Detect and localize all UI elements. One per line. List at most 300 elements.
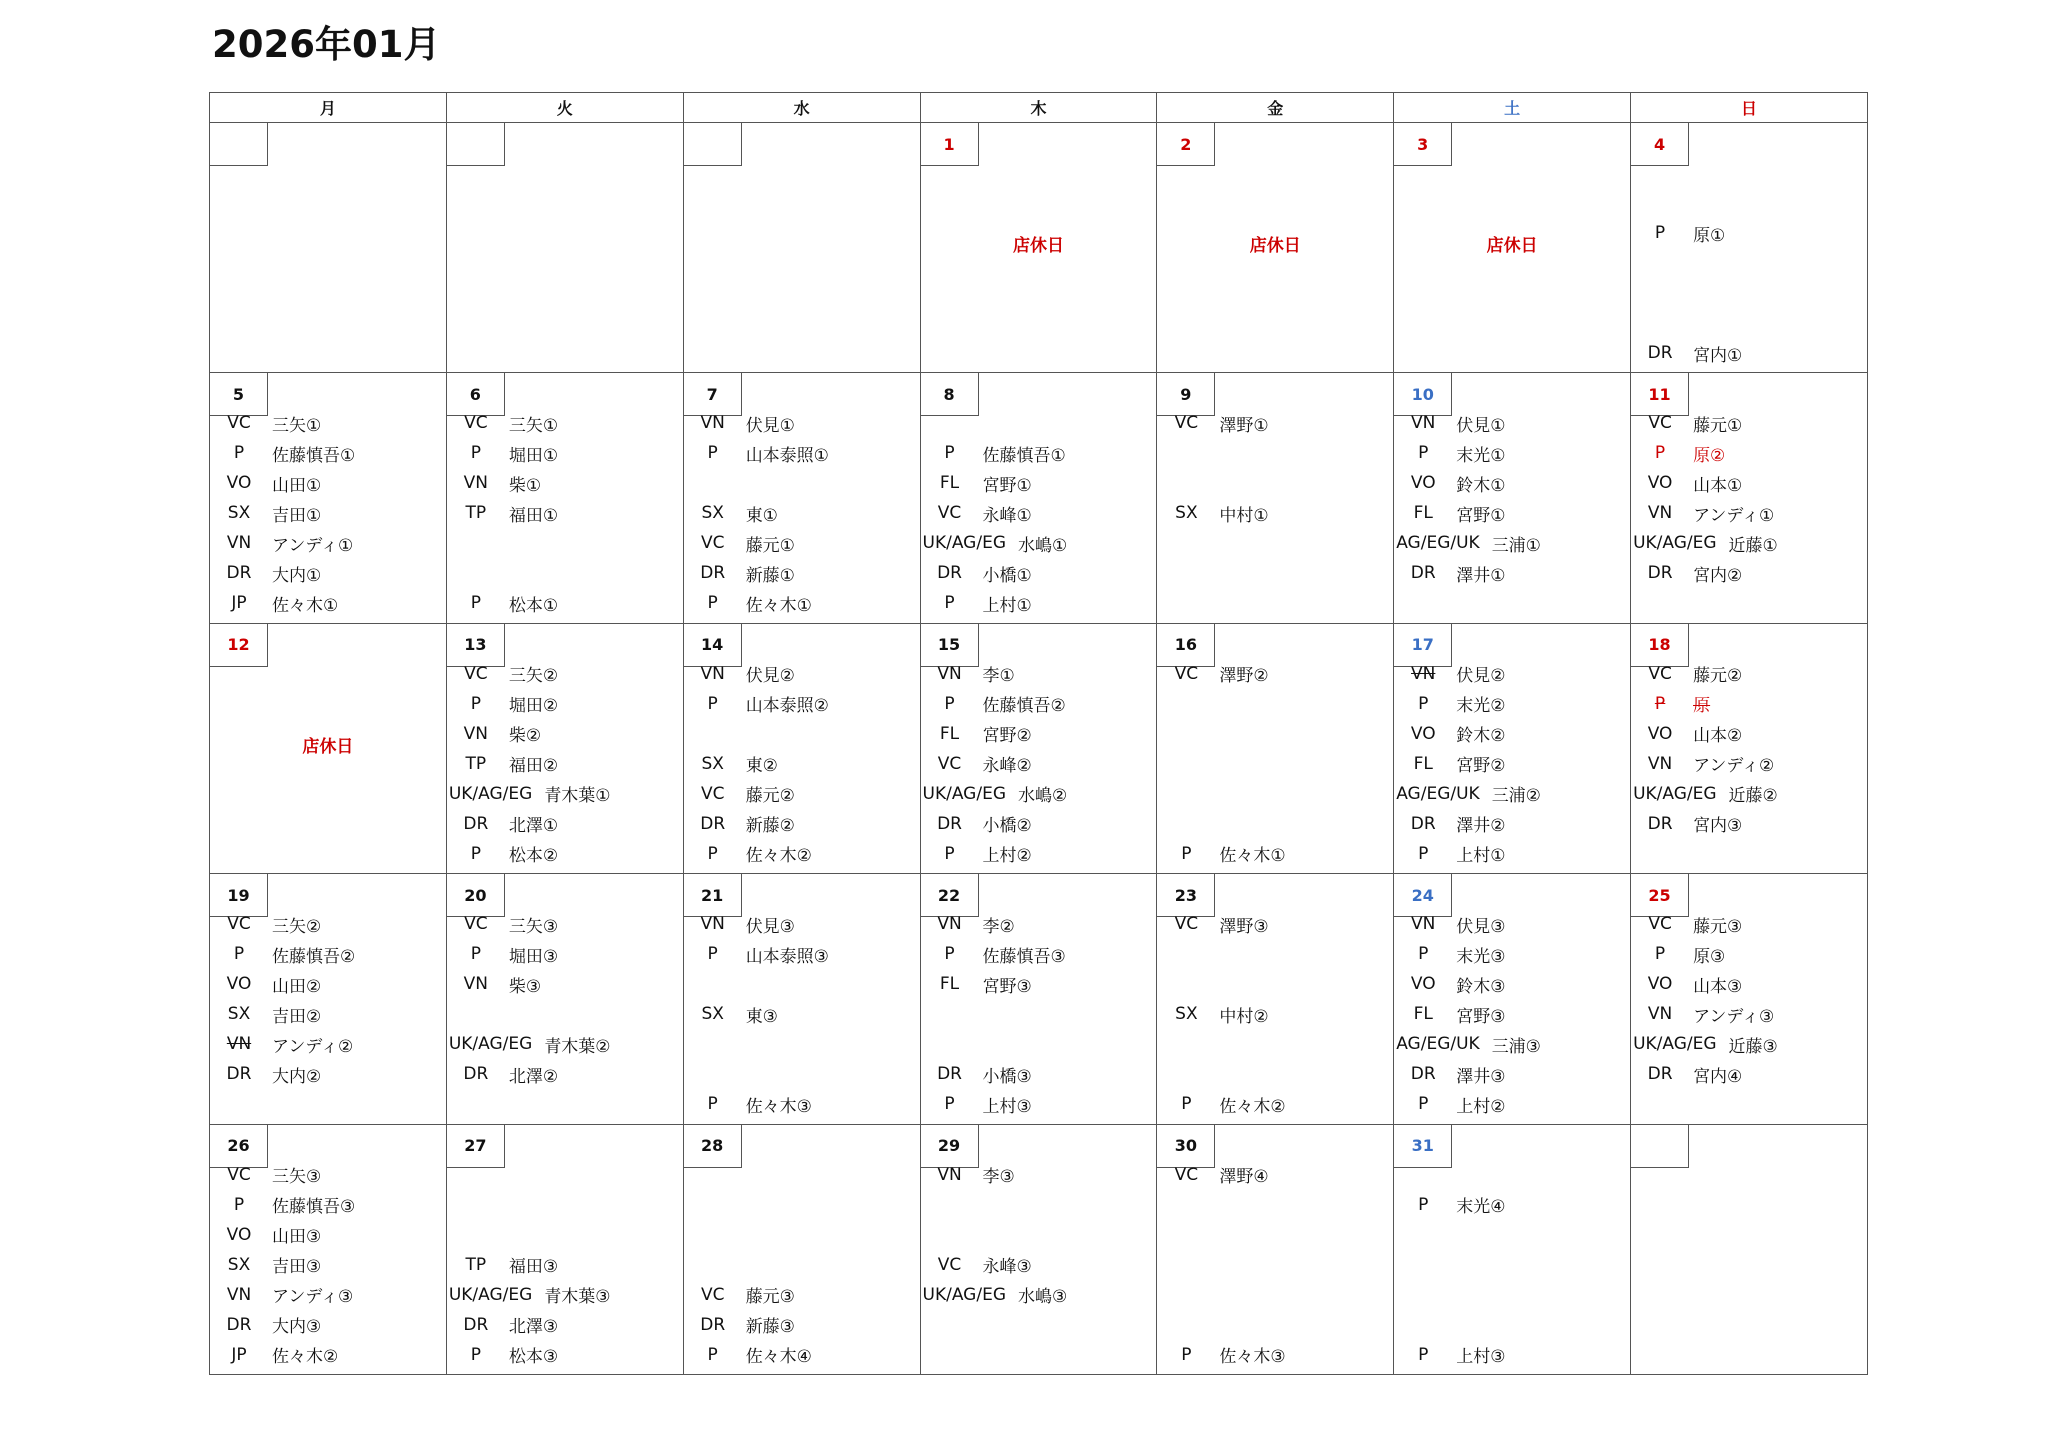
lesson-entry[interactable] — [1631, 810, 1867, 838]
teacher-name: 東② — [745, 756, 778, 777]
day-cell[interactable] — [1157, 874, 1394, 1124]
instrument-code: UK/AG/EG — [922, 1284, 1006, 1305]
instrument-code: VC — [1648, 413, 1672, 434]
lesson-entry[interactable] — [684, 559, 920, 587]
day-cell[interactable] — [446, 874, 683, 1124]
lesson-entry[interactable] — [447, 589, 683, 617]
teacher-name: 宮内③ — [1693, 816, 1743, 837]
lesson-entry[interactable] — [1631, 940, 1867, 968]
lesson-entry[interactable] — [210, 1311, 446, 1339]
lesson-entry[interactable] — [921, 750, 1157, 778]
weekday-header: 金 — [1157, 93, 1394, 123]
teacher-name: 吉田② — [272, 1006, 322, 1027]
teacher-name: 永峰③ — [982, 1257, 1032, 1278]
teacher-name: 小橋② — [982, 816, 1032, 837]
lesson-entry[interactable] — [447, 1060, 683, 1088]
instrument-code: VC — [464, 413, 488, 434]
instrument-code: SX — [1175, 503, 1198, 524]
lesson-entry[interactable] — [1394, 750, 1630, 778]
teacher-name: 佐藤慎吾③ — [982, 946, 1066, 967]
day-number: 1 — [921, 123, 979, 166]
weekday-header: 火 — [446, 93, 683, 123]
day-cell[interactable] — [683, 373, 920, 623]
lesson-entry[interactable] — [1631, 529, 1867, 557]
instrument-code: DR — [226, 563, 252, 584]
week-row — [210, 1124, 1868, 1374]
lesson-entry[interactable] — [1394, 469, 1630, 497]
instrument-code: P — [707, 944, 718, 965]
day-cell[interactable] — [683, 623, 920, 873]
instrument-code: VC — [700, 783, 725, 804]
instrument-code: SX — [227, 503, 251, 524]
closed-day-label: 店休日 — [302, 736, 354, 757]
lesson-entry[interactable] — [921, 840, 1157, 868]
instrument-code: P — [470, 1344, 481, 1365]
instrument-code: VO — [226, 1224, 252, 1245]
lesson-entry[interactable] — [921, 720, 1157, 748]
instrument-code: P — [1654, 223, 1666, 243]
teacher-name: 上村③ — [1456, 1347, 1506, 1368]
day-number: 5 — [210, 373, 268, 416]
day-cell[interactable] — [1157, 373, 1394, 623]
day-cell[interactable] — [920, 623, 1157, 873]
lesson-entry[interactable] — [921, 780, 1157, 808]
lesson-entry[interactable] — [921, 690, 1157, 718]
lesson-entry[interactable] — [1157, 1341, 1393, 1369]
lesson-entry[interactable] — [210, 409, 446, 437]
lesson-entry[interactable] — [684, 1341, 920, 1369]
lesson-entry[interactable] — [921, 499, 1157, 527]
instrument-code: P — [1418, 944, 1429, 965]
day-number: 15 — [921, 624, 979, 667]
instrument-code: DR — [1410, 563, 1436, 584]
lesson-entry[interactable] — [1157, 1000, 1393, 1028]
lesson-entry[interactable] — [921, 469, 1157, 497]
day-cell[interactable] — [1631, 623, 1868, 873]
instrument-code: DR — [1647, 563, 1673, 584]
day-number: 28 — [684, 1125, 742, 1168]
lesson-entry[interactable] — [684, 780, 920, 808]
instrument-code: P — [707, 1094, 718, 1115]
week-row — [210, 874, 1868, 1124]
lesson-entry[interactable] — [210, 439, 446, 467]
closed-day-label: 店休日 — [1249, 236, 1301, 256]
day-number: 14 — [684, 624, 742, 667]
lesson-entry[interactable] — [447, 780, 683, 808]
teacher-name: 鈴木① — [1456, 475, 1506, 496]
lesson-entry[interactable] — [210, 1060, 446, 1088]
lesson-entry[interactable] — [921, 910, 1157, 938]
instrument-code: VN — [937, 1164, 962, 1185]
teacher-name: 伏見② — [745, 666, 795, 687]
instrument-code: VN — [463, 974, 489, 995]
day-cell[interactable] — [446, 373, 683, 623]
lesson-entry[interactable] — [1157, 1161, 1393, 1189]
lesson-entry[interactable] — [1157, 840, 1393, 868]
instrument-code: DR — [1647, 343, 1673, 363]
lesson-entry[interactable] — [684, 1281, 920, 1309]
teacher-name: 大内① — [272, 565, 322, 586]
lesson-entry[interactable] — [921, 660, 1157, 688]
lesson-entry[interactable] — [1394, 1090, 1630, 1118]
day-cell[interactable] — [683, 874, 920, 1124]
weekday-header: 月 — [210, 93, 447, 123]
lesson-entry[interactable] — [1394, 810, 1630, 838]
lesson-entry[interactable] — [210, 1221, 446, 1249]
instrument-code: VC — [227, 914, 251, 935]
lesson-entry[interactable] — [1631, 750, 1867, 778]
lesson-entry[interactable] — [447, 499, 683, 527]
instrument-code: VO — [226, 473, 252, 494]
teacher-name: 伏見① — [1456, 415, 1506, 436]
lesson-entry[interactable] — [210, 469, 446, 497]
lesson-entry[interactable] — [921, 1281, 1157, 1309]
lesson-entry[interactable] — [1631, 660, 1867, 688]
instrument-code: P — [707, 593, 718, 614]
day-cell[interactable] — [1157, 123, 1394, 373]
lesson-entry[interactable] — [1631, 1000, 1867, 1028]
lesson-entry[interactable] — [1631, 780, 1867, 808]
lesson-entry[interactable] — [447, 1341, 683, 1369]
lesson-entry[interactable] — [447, 439, 683, 467]
lesson-entry[interactable] — [210, 589, 446, 617]
lesson-entry[interactable] — [1394, 1000, 1630, 1028]
day-number: 26 — [210, 1125, 268, 1168]
lesson-entry[interactable] — [447, 469, 683, 497]
lesson-entry[interactable] — [1631, 219, 1867, 247]
lesson-entry[interactable] — [921, 1161, 1157, 1189]
teacher-name: 松本① — [508, 595, 559, 616]
day-cell[interactable] — [210, 623, 447, 873]
lesson-entry[interactable] — [447, 1281, 683, 1309]
lesson-entry[interactable] — [1631, 690, 1867, 718]
lesson-entry[interactable] — [921, 1090, 1157, 1118]
instrument-code: P — [470, 843, 481, 864]
day-number: 10 — [1394, 373, 1452, 416]
lesson-entry[interactable] — [1157, 660, 1393, 688]
teacher-name: 佐々木③ — [745, 1096, 812, 1117]
teacher-name: 三矢① — [508, 415, 559, 436]
lesson-entry[interactable] — [684, 940, 920, 968]
day-number: 7 — [684, 373, 742, 416]
lesson-entry[interactable] — [684, 660, 920, 688]
teacher-name: 佐藤慎吾② — [982, 696, 1066, 717]
lesson-entry[interactable] — [1394, 690, 1630, 718]
lesson-entry[interactable] — [447, 750, 683, 778]
lesson-entry[interactable] — [447, 970, 683, 998]
teacher-name: 宮内② — [1693, 565, 1743, 586]
teacher-name: 山田③ — [272, 1227, 322, 1248]
lesson-entry[interactable] — [1394, 660, 1630, 688]
lesson-entry[interactable] — [1631, 720, 1867, 748]
lesson-entry[interactable] — [1631, 1060, 1867, 1088]
lesson-entry[interactable] — [1157, 1090, 1393, 1118]
lesson-entry[interactable] — [210, 1191, 446, 1219]
day-cell[interactable] — [1631, 123, 1868, 373]
instrument-code: UK/AG/EG — [448, 1284, 533, 1305]
lesson-entry[interactable] — [447, 720, 683, 748]
instrument-code: VN — [226, 1284, 252, 1305]
teacher-name: アンディ② — [1693, 756, 1775, 777]
lesson-entry[interactable] — [447, 840, 683, 868]
lesson-entry[interactable] — [210, 910, 446, 938]
instrument-code: VC — [1648, 663, 1672, 684]
lesson-entry[interactable] — [1631, 469, 1867, 497]
lesson-entry[interactable] — [1631, 970, 1867, 998]
instrument-code: AG/EG/UK — [1396, 1034, 1480, 1055]
day-cell[interactable] — [446, 1124, 683, 1374]
lesson-entry[interactable] — [1394, 529, 1630, 557]
lesson-entry[interactable] — [1631, 559, 1867, 587]
day-cell[interactable] — [1631, 373, 1868, 623]
lesson-entry[interactable] — [684, 1000, 920, 1028]
instrument-code: VN — [463, 473, 489, 494]
teacher-name: 山本泰照② — [745, 696, 829, 717]
teacher-name: 藤元③ — [1693, 916, 1743, 937]
teacher-name: アンディ① — [272, 535, 354, 556]
instrument-code: SX — [227, 1254, 251, 1275]
lesson-entry[interactable] — [1631, 1030, 1867, 1058]
teacher-name: 大内② — [272, 1066, 322, 1087]
lesson-entry[interactable] — [210, 1251, 446, 1279]
instrument-code: DR — [1410, 813, 1436, 834]
lesson-entry[interactable] — [1631, 409, 1867, 437]
lesson-entry[interactable] — [921, 439, 1157, 467]
lesson-entry[interactable] — [921, 529, 1157, 557]
instrument-code: P — [1181, 843, 1192, 864]
day-cell[interactable] — [446, 123, 683, 373]
instrument-code: P — [707, 693, 718, 714]
day-number: 17 — [1394, 624, 1452, 667]
instrument-code: P — [1654, 944, 1666, 965]
day-cell[interactable] — [683, 123, 920, 373]
lesson-entry[interactable] — [210, 1030, 446, 1058]
instrument-code: DR — [700, 1314, 726, 1335]
teacher-name: 松本② — [508, 846, 559, 867]
day-cell[interactable] — [210, 874, 447, 1124]
lesson-entry[interactable] — [684, 439, 920, 467]
lesson-entry[interactable] — [1394, 409, 1630, 437]
lesson-entry[interactable] — [210, 499, 446, 527]
instrument-code: P — [707, 443, 718, 464]
day-cell[interactable] — [210, 373, 447, 623]
lesson-entry[interactable] — [684, 589, 920, 617]
instrument-code: VN — [700, 914, 725, 935]
instrument-code: VN — [1411, 914, 1436, 935]
lesson-entry[interactable] — [921, 559, 1157, 587]
instrument-code: P — [1418, 1344, 1429, 1365]
lesson-entry[interactable] — [684, 750, 920, 778]
lesson-entry[interactable] — [210, 970, 446, 998]
lesson-entry[interactable] — [921, 970, 1157, 998]
teacher-name: 山本泰照① — [745, 445, 829, 466]
teacher-name: 三浦① — [1491, 535, 1541, 556]
teacher-name: 宮野① — [982, 475, 1032, 496]
instrument-code: DR — [226, 1314, 252, 1335]
day-cell[interactable] — [1394, 874, 1631, 1124]
lesson-entry[interactable] — [447, 660, 683, 688]
instrument-code: P — [944, 693, 955, 714]
instrument-code: P — [470, 693, 481, 714]
day-cell[interactable] — [1157, 623, 1394, 873]
lesson-entry[interactable] — [210, 1281, 446, 1309]
lesson-entry[interactable] — [684, 840, 920, 868]
lesson-entry[interactable] — [210, 940, 446, 968]
instrument-code: VC — [227, 1164, 251, 1185]
instrument-code: FL — [1413, 753, 1433, 774]
lesson-entry[interactable] — [921, 1251, 1157, 1279]
day-cell[interactable] — [1631, 874, 1868, 1124]
weekday-header: 土 — [1394, 93, 1631, 123]
instrument-code: TP — [465, 503, 487, 524]
lesson-entry[interactable] — [684, 409, 920, 437]
lesson-entry[interactable] — [684, 690, 920, 718]
teacher-name: 青木葉① — [544, 786, 611, 807]
teacher-name: アンディ③ — [1693, 1006, 1775, 1027]
lesson-entry[interactable] — [1394, 940, 1630, 968]
weekday-header: 日 — [1631, 93, 1868, 123]
lesson-entry[interactable] — [1394, 970, 1630, 998]
lesson-entry[interactable] — [1394, 1060, 1630, 1088]
day-number: 3 — [1394, 123, 1452, 166]
lesson-entry[interactable] — [447, 810, 683, 838]
lesson-entry[interactable] — [447, 409, 683, 437]
lesson-entry[interactable] — [210, 1000, 446, 1028]
lesson-entry[interactable] — [447, 910, 683, 938]
teacher-name: 三矢② — [508, 666, 559, 687]
teacher-name: 上村① — [982, 595, 1032, 616]
instrument-code: VC — [700, 533, 725, 554]
day-cell[interactable] — [1394, 1124, 1631, 1374]
teacher-name: 澤野② — [1219, 666, 1269, 687]
lesson-entry[interactable] — [684, 910, 920, 938]
day-cell[interactable] — [920, 123, 1157, 373]
instrument-code: FL — [1413, 1004, 1433, 1025]
lesson-entry[interactable] — [1631, 910, 1867, 938]
day-cell[interactable] — [683, 1124, 920, 1374]
day-cell[interactable] — [1631, 1124, 1868, 1374]
lesson-entry[interactable] — [684, 499, 920, 527]
teacher-name: 水嶋③ — [1018, 1287, 1068, 1308]
day-cell[interactable] — [920, 1124, 1157, 1374]
lesson-entry[interactable] — [210, 529, 446, 557]
lesson-entry[interactable] — [1157, 499, 1393, 527]
week-row — [210, 623, 1868, 873]
lesson-entry[interactable] — [447, 1251, 683, 1279]
teacher-name: 小橋① — [982, 565, 1032, 586]
day-cell[interactable] — [1394, 373, 1631, 623]
day-number: 16 — [1157, 624, 1215, 667]
lesson-entry[interactable] — [447, 690, 683, 718]
teacher-name: 佐々木② — [272, 1347, 339, 1368]
lesson-entry[interactable] — [921, 589, 1157, 617]
teacher-name: 佐々木① — [1219, 846, 1286, 867]
lesson-entry[interactable] — [921, 810, 1157, 838]
instrument-code: VO — [226, 974, 252, 995]
teacher-name: 藤元① — [1693, 415, 1743, 436]
instrument-code: P — [233, 1194, 245, 1215]
teacher-name: 山田② — [272, 976, 322, 997]
lesson-entry[interactable] — [447, 1311, 683, 1339]
instrument-code: UK/AG/EG — [1633, 783, 1717, 804]
teacher-name: 宮野② — [982, 726, 1032, 747]
instrument-code: FL — [1413, 503, 1433, 524]
lesson-entry[interactable] — [210, 1341, 446, 1369]
lesson-entry[interactable] — [210, 1161, 446, 1189]
lesson-entry[interactable] — [1394, 1191, 1630, 1219]
lesson-entry[interactable] — [1394, 1341, 1630, 1369]
lesson-entry[interactable] — [447, 1030, 683, 1058]
teacher-name: 宮野② — [1456, 756, 1506, 777]
lesson-entry[interactable] — [684, 529, 920, 557]
lesson-entry[interactable] — [1394, 559, 1630, 587]
lesson-entry[interactable] — [1394, 1030, 1630, 1058]
day-cell[interactable] — [1394, 123, 1631, 373]
teacher-name: 北澤② — [508, 1066, 559, 1087]
instrument-code: UK/AG/EG — [1633, 1034, 1717, 1055]
lesson-entry[interactable] — [1157, 910, 1393, 938]
lesson-entry[interactable] — [684, 1311, 920, 1339]
day-cell[interactable] — [210, 1124, 447, 1374]
lesson-entry[interactable] — [1394, 780, 1630, 808]
lesson-entry[interactable] — [1394, 910, 1630, 938]
lesson-entry[interactable] — [1631, 339, 1867, 367]
lesson-entry[interactable] — [1631, 439, 1867, 467]
lesson-entry[interactable] — [1394, 720, 1630, 748]
teacher-name: 永峰① — [982, 505, 1032, 526]
instrument-code: VC — [1174, 914, 1199, 935]
teacher-name: 澤野① — [1219, 415, 1269, 436]
teacher-name: 末光② — [1456, 696, 1506, 717]
day-cell[interactable] — [446, 623, 683, 873]
teacher-name: 三矢② — [272, 916, 322, 937]
day-cell[interactable] — [1157, 1124, 1394, 1374]
lesson-entry[interactable] — [684, 810, 920, 838]
day-cell[interactable] — [920, 874, 1157, 1124]
teacher-name: 澤野④ — [1219, 1167, 1269, 1188]
lesson-entry[interactable] — [1631, 499, 1867, 527]
lesson-entry[interactable] — [684, 1090, 920, 1118]
teacher-name: 新藤③ — [745, 1317, 795, 1338]
instrument-code: P — [470, 593, 481, 614]
teacher-name: 藤元② — [1693, 666, 1743, 687]
teacher-name: 山本③ — [1693, 976, 1743, 997]
day-number: 20 — [447, 874, 505, 917]
teacher-name: 山本① — [1693, 475, 1743, 496]
lesson-entry[interactable] — [210, 559, 446, 587]
day-cell[interactable] — [920, 373, 1157, 623]
teacher-name: 李① — [982, 666, 1015, 687]
instrument-code: SX — [701, 753, 724, 774]
day-number: 2 — [1157, 123, 1215, 166]
lesson-entry[interactable] — [1157, 409, 1393, 437]
day-cell[interactable] — [1394, 623, 1631, 873]
lesson-entry[interactable] — [1394, 439, 1630, 467]
instrument-code: TP — [465, 753, 487, 774]
lesson-entry[interactable] — [1394, 499, 1630, 527]
lesson-entry[interactable] — [921, 940, 1157, 968]
teacher-name: 鈴木② — [1456, 726, 1506, 747]
lesson-entry[interactable] — [447, 940, 683, 968]
week-row — [210, 373, 1868, 623]
day-cell[interactable] — [210, 123, 447, 373]
lesson-entry[interactable] — [921, 1060, 1157, 1088]
instrument-code: VN — [1647, 503, 1673, 524]
teacher-name: 福田① — [508, 505, 559, 526]
lesson-entry[interactable] — [1394, 840, 1630, 868]
day-number: 13 — [447, 624, 505, 667]
teacher-name: 末光① — [1456, 445, 1506, 466]
